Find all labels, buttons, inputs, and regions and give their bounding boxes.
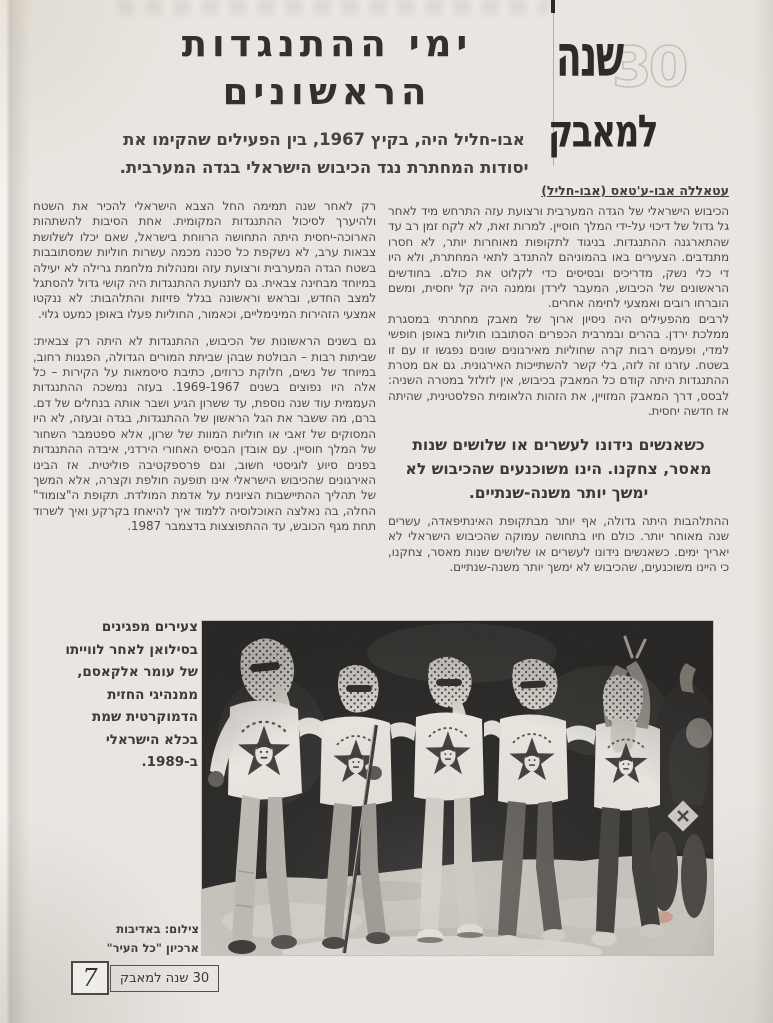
page-number: 7 [82, 964, 98, 992]
photo-credit [57, 920, 199, 958]
paragraph: גם בשנים הראשונות של הכיבוש, ההתנגדות לא היתה רק צבאית: שביתות רבות – הבולטת שבהן שביתת המורים הגדולה, הפגנות רחוב, במיוחד של נשים, חלוקת כרוזים, כתיבת סיסמאות על הקירות – כל אלה היו נפוצים בשנים 1969-1967. בעזה נמשכה ההתנגדות העממית עוד שנה נוספת, עד ששרון הגיע ושבר אותה בנחלים של דם. ברם, מה ששבר את הגל הראשון של ההתנגדות, בגדה ובעזה, לא היו המסוקים של זאבי או חוליות המוות של שרון, אלא ספטמבר השחור של המלך חוסיין. עם אובדן הבסיס האחורי הירדני, איבדה ההתנגדות בפנים סיוע לוגיסטי חשוב, וגם פרספקטיבה פוליטית. אז הבינו האירגונים שהכיבוש הישראלי אינו תופעה חולפת וקצרה, אלא המשך של תהליך ההתיישבות הציונית על אדמת המולדת. תקופת ה"צומוד" החלה, בה נאלצה האוכלוסיה ללמוד איך להיאחז בקרקע ואיך לשרוד תחת מגף הכובש, עד ההתפוצצות בדצמבר 1987. [33, 334, 376, 534]
article-column-left [33, 199, 376, 547]
photo-caption: צעירים מפגינים בסילואן לאחר לווייתו של עומר אלקאסם, ממנהיגי החזית הדמוקרטית שמת בכלא הישראלי ב-1989. [65, 619, 198, 770]
masthead-divider-cap [551, 0, 555, 13]
paragraph: רק לאחר שנה תמימה החל הצבא הישראלי להכיר את השטח ולהיערך לסיכול ההתנגדות המקומית. אחת הסיבות להשתהות הארוכה-יחסית היתה התחושה הרווחת בישראל, שאם יכלו לשלושת צבאות ערב, לא נשקפת כל סכנה מכמה עשרות חוליות שמסתובבות בשטח הגדה המערבית ורצועת עזה ומנהלות מלחמת גרילה לא יעילה במיוחד מבחינה צבאית. גם לתנועת ההתנגדות היה קושי גדול להסתגל למצב החדש, ובראש וראשונה בגלל פזיזות והתלהבות: לא ננקטו אמצעי הזהירות המינימליים, וכאמור, החוליות פעלו באופן כמעט גלוי. [33, 199, 376, 321]
masthead-30-outline: 30 [612, 35, 686, 100]
protest-photo [202, 621, 713, 955]
subhead: אבו-חליל היה, בקיץ 1967, בין הפעילים שהקימו את יסודות המחתרת נגד הכיבוש הישראלי בגדה המערבית. [119, 130, 529, 177]
article-column-right [388, 183, 729, 575]
page-number-box [71, 961, 109, 995]
headline-line1: ימי ההתנגדות [181, 22, 473, 65]
masthead-logo [548, 23, 718, 176]
masthead-word-shana: שנה [556, 23, 623, 91]
footer-banner-text: 30 שנה למאבק [119, 971, 210, 986]
paragraph: הכיבוש הישראלי של הגדה המערבית ורצועת עזה התרחש מיד לאחר גל גדול של דיכוי על-ידי המלך חוסיין. למרות זאת, לא לקח זמן רב עד שהתארגנה ההתנגדות. בניגוד לתקופות מאוחרות יותר, לא חסרו מתנדבים. הצעירים באו בהמוניהם להתנדב לתאי המחתרת, ולא היו די כלי נשק, מדריכים ובסיסים כדי לקלוט את כולם. בחודשים הראשונים של הכיבוש, המעבר לירדן וממנה היה קל יחסית, ומשם הוברחו רובים ואמצעי לחימה אחרים. [388, 204, 729, 311]
print-bleed-artifact [118, 0, 548, 15]
paragraph: לרבים מהפעילים היה ניסיון ארוך של מאבק מחתרתי במסגרת ממלכת ירדן. בהרים ובמרבית הכפרים הסתובבו חוליות באופן חופשי למדי, ופעמים רבות קרה שחוליות מאירגונים שונים נפגשו זו עם זו בשטח. עזרנו זה לזה, בלי קשר להשתייכות האירגונית. גם אם מטרת ההתנגדות היתה קודם כל המאבק בכיבוש, אין לזלזל במטרה השניה: לבסס, דרך המאבק המזויין, את הזהות הלאומית הפלסטינית, שהיתה אז חדשה יחסית. [388, 311, 729, 419]
paragraph: ההתלהבות היתה גדולה, אף יותר מבתקופת האינתיפאדה, עשרים שנה מאוחר יותר. כולם חיו בתחושה עמוקה שהכיבוש הישראלי לא יאריך ימים. כשאנשים נידונו לעשרים או שלושים שנות מאסר, צחקנו, כי היינו משוכנעים, שהכיבוש לא ימשך יותר משנה-שנתיים. [388, 513, 729, 574]
footer-banner-box [110, 965, 219, 992]
pull-quote: כשאנשים נידונו לעשרים או שלושים שנות מאסר, צחקנו. הינו משוכנעים שהכיבוש לא ימשך יותר משנה-שנתיים. [405, 435, 712, 502]
byline: עטאללה אבו-ע'טאס (אבו-חליל) [541, 183, 729, 198]
masthead-word-lamaavak: למאבק [548, 105, 657, 158]
headline [103, 20, 551, 116]
photo-credit-line1: צילום: באדיבות [116, 922, 199, 936]
photo-credit-line2: ארכיון "כל העיר" [106, 941, 199, 955]
protest-photo-illustration [202, 621, 713, 955]
headline-line2: הראשונים [222, 70, 432, 113]
